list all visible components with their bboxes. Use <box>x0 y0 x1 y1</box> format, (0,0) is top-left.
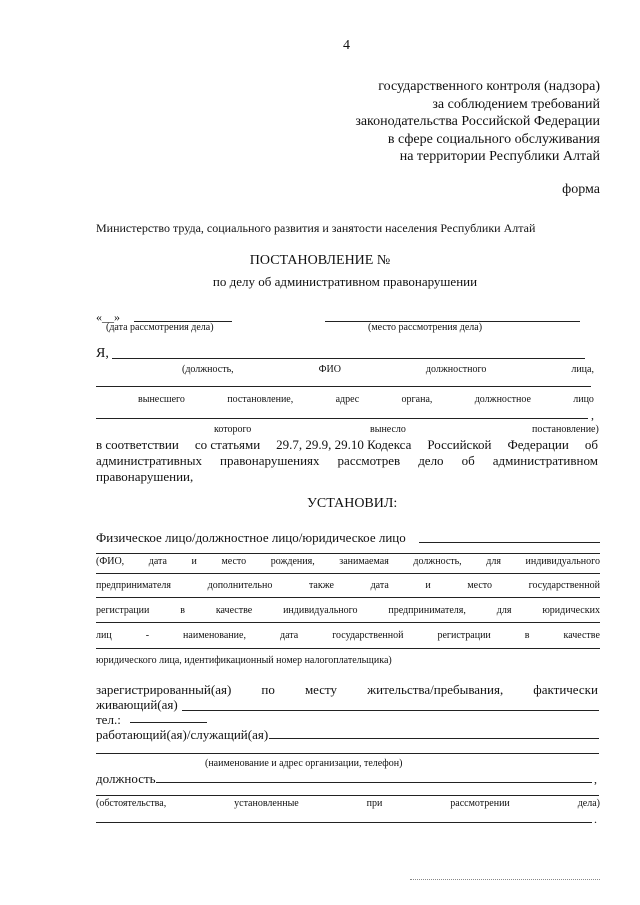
caption-word: наименование, <box>183 630 246 641</box>
working-line <box>269 738 599 739</box>
paragraph-word: правонарушениях <box>220 453 320 468</box>
paragraph-word: в соответствии <box>96 437 179 452</box>
date-prefix: «__» <box>96 310 120 324</box>
caption-word: предпринимателя <box>96 580 171 591</box>
line-2 <box>96 386 591 387</box>
caption-word: постановление) <box>532 424 599 435</box>
caption-row-5 <box>96 605 600 616</box>
paragraph-word: Федерации <box>507 437 569 452</box>
person-line <box>419 542 600 543</box>
caption-word: органа, <box>401 394 433 405</box>
caption-row-3 <box>96 556 600 567</box>
caption-word: рассмотрении <box>450 798 510 809</box>
caption-word: занимаемая <box>339 556 389 567</box>
document-title: ПОСТАНОВЛЕНИЕ № <box>249 253 391 268</box>
caption-word: государственной <box>528 580 600 591</box>
registration-word: месту <box>304 682 338 697</box>
paragraph-word: об <box>584 437 598 452</box>
ya-label: Я, <box>96 346 109 361</box>
header-line: законодательства Российской Федерации <box>355 114 600 129</box>
document-subtitle: по делу об административном правонарушении <box>212 274 478 289</box>
ya-line <box>112 358 585 359</box>
line-p3 <box>96 597 600 598</box>
caption-word: индивидуального <box>283 605 358 616</box>
caption-word: индивидуального <box>525 556 600 567</box>
org-caption: (наименование и адрес организации, телефон) <box>205 758 403 769</box>
caption-row-6 <box>96 630 600 641</box>
header-line: в сфере социального обслуживания <box>387 131 600 147</box>
caption-word: (обстоятельства, <box>96 798 167 809</box>
bottom-margin-mark <box>410 879 600 880</box>
caption-word: (ФИО, <box>96 556 125 567</box>
caption-word: рождения, <box>270 556 315 567</box>
position-line <box>156 782 592 783</box>
caption-word: предпринимателя, <box>388 605 466 616</box>
caption-word: установленные <box>234 798 299 809</box>
caption-row-4 <box>96 580 600 591</box>
caption-word: которого <box>214 424 252 435</box>
phone-line <box>130 722 207 723</box>
caption-word: лица, <box>571 364 594 375</box>
caption-word: постановление, <box>227 394 294 405</box>
caption-word: должностного <box>425 364 487 375</box>
date-caption: (дата рассмотрения дела) <box>106 322 214 333</box>
caption-row-2 <box>138 394 594 405</box>
caption-word: государственной <box>332 630 404 641</box>
caption-word: в <box>524 630 530 641</box>
caption-word: вынесшего <box>138 394 185 405</box>
caption-word: юридических <box>542 605 600 616</box>
circumstances-caption <box>96 798 600 809</box>
caption-word: должность, <box>413 556 462 567</box>
line-p2 <box>96 573 600 574</box>
paragraph-word: со статьями <box>194 437 261 452</box>
header-line: на территории Республики Алтай <box>399 149 600 164</box>
caption-word: в <box>180 605 185 616</box>
caption-word: для <box>486 556 501 567</box>
caption-word: адрес <box>335 394 360 405</box>
caption-word: качестве <box>215 605 253 616</box>
paragraph-word: административном <box>492 453 598 468</box>
caption-word: для <box>496 605 512 616</box>
registration-word: жительства/пребывания, <box>367 682 504 697</box>
paragraph-word: 29.7, 29.9, 29.10 Кодекса <box>276 437 412 452</box>
caption-word: регистрации <box>437 630 491 641</box>
caption-row-1 <box>182 364 594 375</box>
registration-word: зарегистрированный(ая) <box>96 682 232 697</box>
registration-line <box>96 682 598 698</box>
phone-label: тел.: <box>96 712 121 727</box>
paragraph-word: об <box>461 453 475 468</box>
caption-word: лицо <box>573 394 594 405</box>
caption-word: дополнительно <box>207 580 273 591</box>
paragraph-line-1 <box>96 437 598 453</box>
working-line-2 <box>96 753 599 754</box>
form-label: форма <box>562 182 600 197</box>
caption-word: лиц <box>96 630 112 641</box>
caption-word: при <box>366 798 383 809</box>
established-heading: УСТАНОВИЛ: <box>307 496 398 511</box>
header-line: за соблюдением требований <box>432 96 600 112</box>
person-types: Физическое лицо/должностное лицо/юридическое лицо <box>96 530 406 545</box>
caption-word: (должность, <box>182 364 234 375</box>
paragraph-word: Российской <box>427 437 492 452</box>
caption-word: дата <box>148 556 167 567</box>
caption-word: место <box>467 580 493 591</box>
caption-word: дела) <box>577 798 600 809</box>
final-line <box>96 822 592 823</box>
living-line <box>182 710 599 711</box>
caption-word: дата <box>370 580 389 591</box>
paragraph-word: административных <box>96 453 202 468</box>
paragraph-line-2 <box>96 453 598 469</box>
caption-word: дата <box>279 630 299 641</box>
working-label: работающий(ая)/служащий(ая) <box>96 727 269 742</box>
line-3 <box>96 418 588 419</box>
place-caption: (место рассмотрения дела) <box>368 322 483 333</box>
living-label: живающий(ая) <box>96 697 178 712</box>
caption-row-7: юридического лица, идентификационный номер налогоплательщика) <box>96 655 392 666</box>
caption-word: также <box>308 580 334 591</box>
paragraph-line-3: правонарушении, <box>96 469 194 484</box>
line-p1 <box>96 553 600 554</box>
paragraph-word: рассмотрев <box>337 453 401 468</box>
caption-word: регистрации <box>96 605 150 616</box>
registration-word: фактически <box>533 682 598 697</box>
caption-word: и <box>191 556 197 567</box>
final-line-end: . <box>594 812 597 826</box>
page-number: 4 <box>343 38 350 53</box>
registration-word: по <box>261 682 275 697</box>
caption-word: должностное <box>474 394 531 405</box>
ministry-name: Министерство труда, социального развития и занятости населения Республики Алтай <box>96 221 536 235</box>
position-end: , <box>594 772 597 786</box>
caption-word: - <box>145 630 150 641</box>
caption-word: вынесло <box>370 424 406 435</box>
position-line-2 <box>96 795 599 796</box>
line-p5 <box>96 648 600 649</box>
header-line: государственного контроля (надзора) <box>378 79 600 94</box>
line-3-end: , <box>591 408 594 422</box>
header-block <box>355 78 600 166</box>
caption-word: качестве <box>563 630 600 641</box>
caption-word: место <box>221 556 247 567</box>
paragraph-word: дело <box>418 453 444 468</box>
caption-word: и <box>425 580 431 591</box>
position-label: должность <box>96 771 156 786</box>
caption-word: ФИО <box>318 364 341 375</box>
line-p4 <box>96 622 600 623</box>
